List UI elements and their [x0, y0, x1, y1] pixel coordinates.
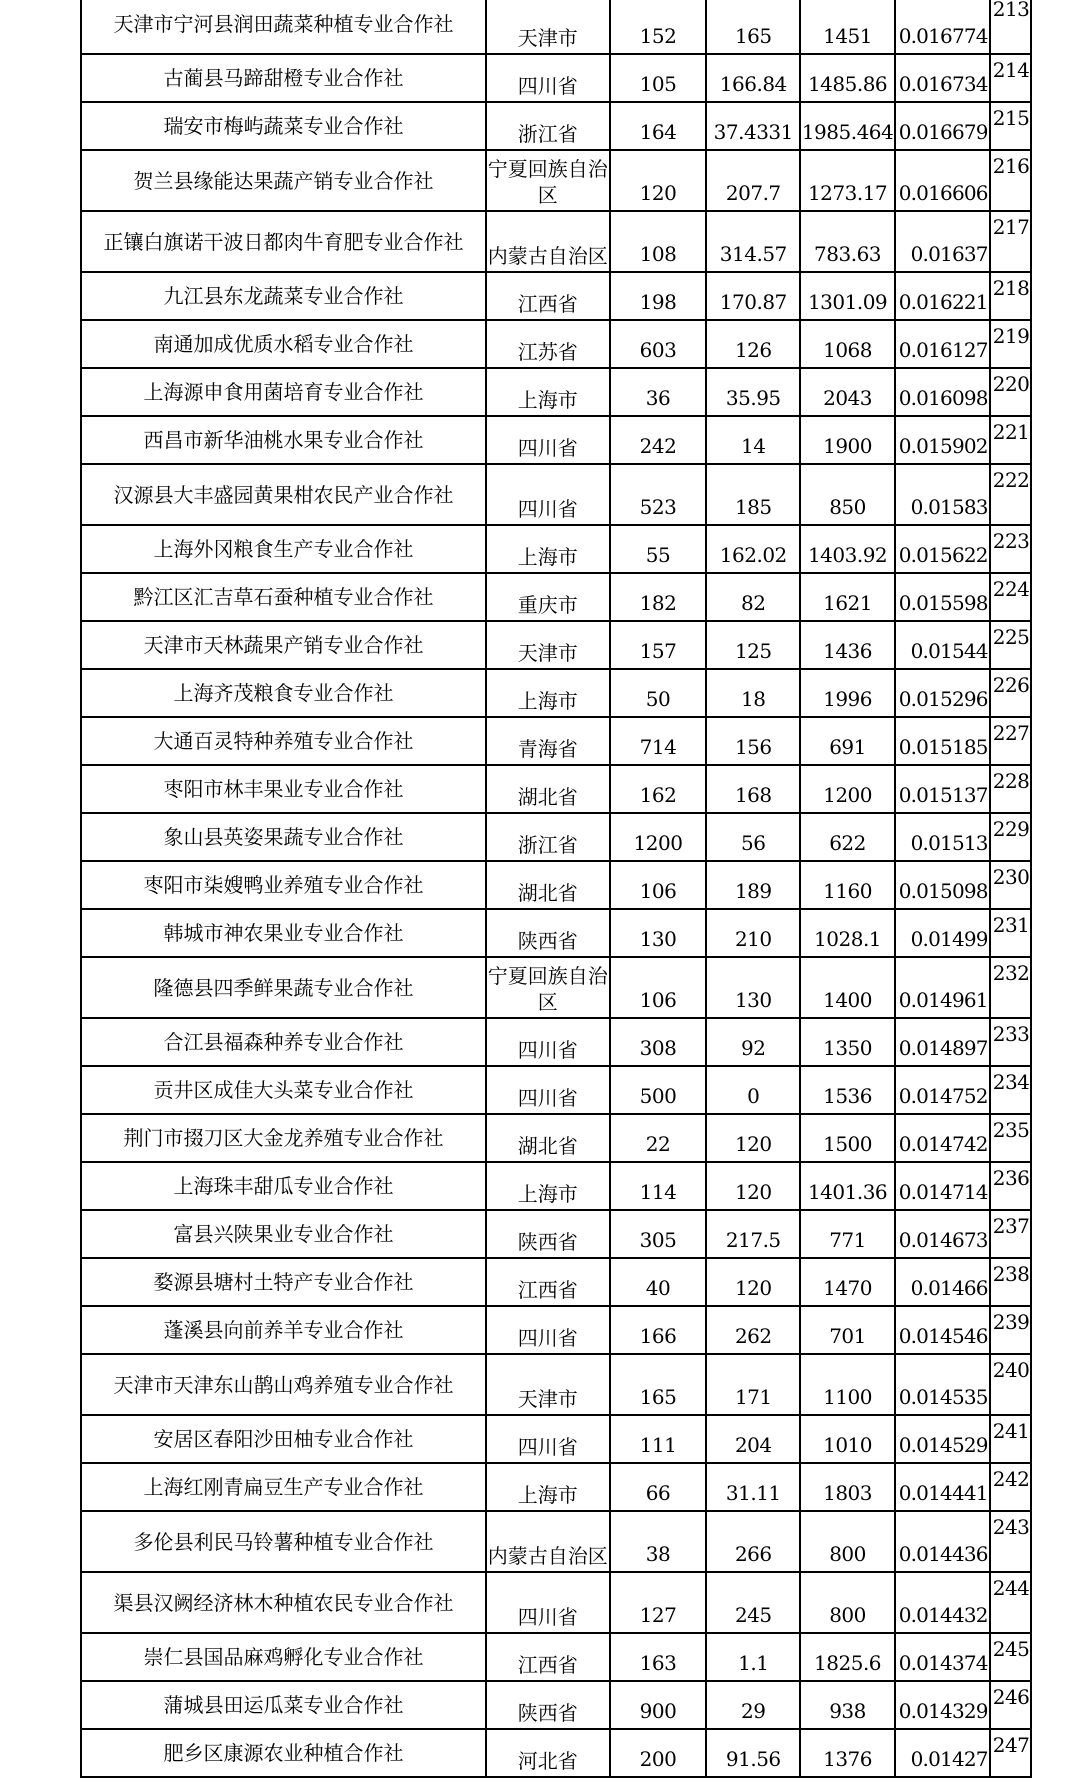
score-cell: 0.014673: [895, 1210, 990, 1258]
table-row: [81, 1681, 1031, 1729]
cooperative-name-cell: 隆德县四季鲜果蔬专业合作社: [81, 957, 486, 1018]
value-a-cell: 127: [610, 1572, 707, 1633]
value-a-cell: 308: [610, 1018, 707, 1066]
table-row: [81, 416, 1031, 464]
value-b-cell: 156: [706, 717, 800, 765]
value-a-cell: 111: [610, 1415, 707, 1463]
value-b-cell: 31.11: [706, 1463, 800, 1511]
value-b-cell: 126: [706, 320, 800, 368]
province-cell: 宁夏回族自治区: [486, 150, 610, 211]
cooperative-name-cell: 古蔺县马蹄甜橙专业合作社: [81, 54, 486, 102]
score-cell: 0.016221: [895, 272, 990, 320]
cooperative-name-cell: 瑞安市梅屿蔬菜专业合作社: [81, 102, 486, 150]
score-cell: 0.01466: [895, 1258, 990, 1306]
table-row: [81, 1729, 1031, 1777]
value-c-cell: 1470: [800, 1258, 895, 1306]
value-a-cell: 130: [610, 909, 707, 957]
value-a-cell: 120: [610, 150, 707, 211]
value-c-cell: 938: [800, 1681, 895, 1729]
province-cell: 浙江省: [486, 813, 610, 861]
cooperative-name-cell: 贡井区成佳大头菜专业合作社: [81, 1066, 486, 1114]
table-row: [81, 1018, 1031, 1066]
province-cell: 上海市: [486, 669, 610, 717]
table-row: [81, 957, 1031, 1018]
score-cell: 0.015598: [895, 573, 990, 621]
cooperative-name-cell: 韩城市神农果业专业合作社: [81, 909, 486, 957]
province-cell: 湖北省: [486, 861, 610, 909]
value-b-cell: 120: [706, 1114, 800, 1162]
score-cell: 0.014436: [895, 1511, 990, 1572]
province-cell: 陕西省: [486, 909, 610, 957]
value-a-cell: 152: [610, 0, 707, 54]
province-cell: 浙江省: [486, 102, 610, 150]
score-cell: 0.015185: [895, 717, 990, 765]
cooperative-name-cell: 南通加成优质水稻专业合作社: [81, 320, 486, 368]
table-row: [81, 1511, 1031, 1572]
value-a-cell: 200: [610, 1729, 707, 1777]
province-cell: 上海市: [486, 1463, 610, 1511]
cooperative-name-cell: 蓬溪县向前养羊专业合作社: [81, 1306, 486, 1354]
cooperative-name-cell: 荆门市掇刀区大金龙养殖专业合作社: [81, 1114, 486, 1162]
score-cell: 0.015902: [895, 416, 990, 464]
value-b-cell: 125: [706, 621, 800, 669]
cooperative-name-cell: 正镶白旗诺干波日都肉牛育肥专业合作社: [81, 211, 486, 272]
cooperative-name-cell: 多伦县利民马铃薯种植专业合作社: [81, 1511, 486, 1572]
value-a-cell: 900: [610, 1681, 707, 1729]
value-b-cell: 266: [706, 1511, 800, 1572]
province-cell: 四川省: [486, 1306, 610, 1354]
cooperative-name-cell: 蒲城县田运瓜菜专业合作社: [81, 1681, 486, 1729]
value-a-cell: 165: [610, 1354, 707, 1415]
value-c-cell: 1500: [800, 1114, 895, 1162]
province-cell: 四川省: [486, 416, 610, 464]
value-c-cell: 1160: [800, 861, 895, 909]
value-a-cell: 114: [610, 1162, 707, 1210]
table-row: [81, 272, 1031, 320]
table-body: [81, 0, 1031, 1777]
value-c-cell: 1100: [800, 1354, 895, 1415]
value-a-cell: 162: [610, 765, 707, 813]
score-cell: 0.015137: [895, 765, 990, 813]
value-c-cell: 1436: [800, 621, 895, 669]
value-a-cell: 108: [610, 211, 707, 272]
cooperative-name-cell: 崇仁县国品麻鸡孵化专业合作社: [81, 1633, 486, 1681]
province-cell: 四川省: [486, 1415, 610, 1463]
value-a-cell: 603: [610, 320, 707, 368]
value-b-cell: 207.7: [706, 150, 800, 211]
score-cell: 0.016127: [895, 320, 990, 368]
score-cell: 0.016606: [895, 150, 990, 211]
table-row: [81, 1114, 1031, 1162]
value-a-cell: 40: [610, 1258, 707, 1306]
rank-cell: 237: [990, 1210, 1031, 1258]
province-cell: 四川省: [486, 54, 610, 102]
province-cell: 四川省: [486, 1066, 610, 1114]
value-b-cell: 210: [706, 909, 800, 957]
value-b-cell: 130: [706, 957, 800, 1018]
rank-cell: 240: [990, 1354, 1031, 1415]
rank-cell: 220: [990, 368, 1031, 416]
value-c-cell: 622: [800, 813, 895, 861]
rank-cell: 217: [990, 211, 1031, 272]
score-cell: 0.016679: [895, 102, 990, 150]
value-c-cell: 1451: [800, 0, 895, 54]
value-a-cell: 714: [610, 717, 707, 765]
value-c-cell: 1350: [800, 1018, 895, 1066]
cooperative-name-cell: 黔江区汇吉草石蚕种植专业合作社: [81, 573, 486, 621]
rank-cell: 219: [990, 320, 1031, 368]
table-row: [81, 573, 1031, 621]
table-row: [81, 621, 1031, 669]
value-a-cell: 66: [610, 1463, 707, 1511]
value-a-cell: 523: [610, 464, 707, 525]
value-b-cell: 92: [706, 1018, 800, 1066]
cooperative-name-cell: 肥乡区康源农业种植合作社: [81, 1729, 486, 1777]
value-a-cell: 1200: [610, 813, 707, 861]
province-cell: 内蒙古自治区: [486, 211, 610, 272]
table-row: [81, 909, 1031, 957]
score-cell: 0.01499: [895, 909, 990, 957]
score-cell: 0.014961: [895, 957, 990, 1018]
value-c-cell: 1400: [800, 957, 895, 1018]
rank-cell: 245: [990, 1633, 1031, 1681]
province-cell: 青海省: [486, 717, 610, 765]
value-b-cell: 0: [706, 1066, 800, 1114]
value-a-cell: 305: [610, 1210, 707, 1258]
value-a-cell: 198: [610, 272, 707, 320]
value-c-cell: 2043: [800, 368, 895, 416]
score-cell: 0.01637: [895, 211, 990, 272]
cooperative-name-cell: 天津市天津东山鹊山鸡养殖专业合作社: [81, 1354, 486, 1415]
rank-cell: 215: [990, 102, 1031, 150]
table-row: [81, 717, 1031, 765]
value-c-cell: 1301.09: [800, 272, 895, 320]
rank-cell: 221: [990, 416, 1031, 464]
cooperative-name-cell: 上海源申食用菌培育专业合作社: [81, 368, 486, 416]
rank-cell: 236: [990, 1162, 1031, 1210]
cooperative-name-cell: 九江县东龙蔬菜专业合作社: [81, 272, 486, 320]
value-b-cell: 171: [706, 1354, 800, 1415]
table-row: [81, 1633, 1031, 1681]
value-c-cell: 800: [800, 1511, 895, 1572]
value-b-cell: 120: [706, 1162, 800, 1210]
value-a-cell: 106: [610, 957, 707, 1018]
province-cell: 天津市: [486, 1354, 610, 1415]
value-b-cell: 162.02: [706, 525, 800, 573]
rank-cell: 227: [990, 717, 1031, 765]
province-cell: 湖北省: [486, 1114, 610, 1162]
score-cell: 0.014535: [895, 1354, 990, 1415]
cooperative-name-cell: 渠县汉阙经济林木种植农民专业合作社: [81, 1572, 486, 1633]
score-cell: 0.014752: [895, 1066, 990, 1114]
score-cell: 0.015622: [895, 525, 990, 573]
rank-cell: 241: [990, 1415, 1031, 1463]
score-cell: 0.016734: [895, 54, 990, 102]
score-cell: 0.014714: [895, 1162, 990, 1210]
rank-cell: 247: [990, 1729, 1031, 1777]
table-row: [81, 0, 1031, 54]
table-row: [81, 1572, 1031, 1633]
table-row: [81, 861, 1031, 909]
value-c-cell: 783.63: [800, 211, 895, 272]
rank-cell: 214: [990, 54, 1031, 102]
province-cell: 上海市: [486, 368, 610, 416]
table-row: [81, 1354, 1031, 1415]
cooperative-name-cell: 汉源县大丰盛园黄果柑农民产业合作社: [81, 464, 486, 525]
value-c-cell: 1803: [800, 1463, 895, 1511]
value-c-cell: 1273.17: [800, 150, 895, 211]
score-cell: 0.014897: [895, 1018, 990, 1066]
cooperative-name-cell: 上海齐茂粮食专业合作社: [81, 669, 486, 717]
province-cell: 上海市: [486, 1162, 610, 1210]
score-cell: 0.014742: [895, 1114, 990, 1162]
score-cell: 0.015296: [895, 669, 990, 717]
score-cell: 0.014529: [895, 1415, 990, 1463]
score-cell: 0.01513: [895, 813, 990, 861]
table-row: [81, 211, 1031, 272]
cooperative-name-cell: 西昌市新华油桃水果专业合作社: [81, 416, 486, 464]
value-b-cell: 1.1: [706, 1633, 800, 1681]
rank-cell: 223: [990, 525, 1031, 573]
cooperative-name-cell: 婺源县塘村土特产专业合作社: [81, 1258, 486, 1306]
province-cell: 天津市: [486, 0, 610, 54]
rank-cell: 242: [990, 1463, 1031, 1511]
rank-cell: 213: [990, 0, 1031, 54]
rank-cell: 226: [990, 669, 1031, 717]
province-cell: 上海市: [486, 525, 610, 573]
value-a-cell: 105: [610, 54, 707, 102]
table-row: [81, 320, 1031, 368]
value-a-cell: 166: [610, 1306, 707, 1354]
value-c-cell: 850: [800, 464, 895, 525]
score-cell: 0.014432: [895, 1572, 990, 1633]
value-c-cell: 1401.36: [800, 1162, 895, 1210]
value-a-cell: 242: [610, 416, 707, 464]
value-a-cell: 50: [610, 669, 707, 717]
rank-cell: 224: [990, 573, 1031, 621]
cooperative-name-cell: 安居区春阳沙田柚专业合作社: [81, 1415, 486, 1463]
province-cell: 内蒙古自治区: [486, 1511, 610, 1572]
value-c-cell: 1825.6: [800, 1633, 895, 1681]
score-cell: 0.016774: [895, 0, 990, 54]
province-cell: 四川省: [486, 1572, 610, 1633]
province-cell: 江西省: [486, 272, 610, 320]
rank-cell: 238: [990, 1258, 1031, 1306]
value-a-cell: 106: [610, 861, 707, 909]
rank-cell: 218: [990, 272, 1031, 320]
table-row: [81, 1258, 1031, 1306]
rank-cell: 232: [990, 957, 1031, 1018]
value-c-cell: 1376: [800, 1729, 895, 1777]
province-cell: 湖北省: [486, 765, 610, 813]
value-b-cell: 262: [706, 1306, 800, 1354]
value-c-cell: 1996: [800, 669, 895, 717]
rank-cell: 246: [990, 1681, 1031, 1729]
cooperative-name-cell: 大通百灵特种养殖专业合作社: [81, 717, 486, 765]
cooperative-name-cell: 枣阳市林丰果业专业合作社: [81, 765, 486, 813]
rank-cell: 234: [990, 1066, 1031, 1114]
province-cell: 江苏省: [486, 320, 610, 368]
table-row: [81, 150, 1031, 211]
value-b-cell: 217.5: [706, 1210, 800, 1258]
value-c-cell: 1068: [800, 320, 895, 368]
cooperative-name-cell: 枣阳市柒嫂鸭业养殖专业合作社: [81, 861, 486, 909]
value-b-cell: 91.56: [706, 1729, 800, 1777]
table-row: [81, 102, 1031, 150]
value-c-cell: 1985.464: [800, 102, 895, 150]
value-b-cell: 166.84: [706, 54, 800, 102]
value-b-cell: 189: [706, 861, 800, 909]
cooperative-name-cell: 富县兴陕果业专业合作社: [81, 1210, 486, 1258]
rank-cell: 239: [990, 1306, 1031, 1354]
value-b-cell: 120: [706, 1258, 800, 1306]
table-row: [81, 1463, 1031, 1511]
value-c-cell: 1403.92: [800, 525, 895, 573]
cooperative-name-cell: 天津市天林蔬果产销专业合作社: [81, 621, 486, 669]
province-cell: 江西省: [486, 1258, 610, 1306]
score-cell: 0.014329: [895, 1681, 990, 1729]
value-a-cell: 164: [610, 102, 707, 150]
province-cell: 河北省: [486, 1729, 610, 1777]
rank-cell: 233: [990, 1018, 1031, 1066]
table-row: [81, 368, 1031, 416]
score-cell: 0.01427: [895, 1729, 990, 1777]
rank-cell: 235: [990, 1114, 1031, 1162]
rank-cell: 216: [990, 150, 1031, 211]
value-b-cell: 18: [706, 669, 800, 717]
value-b-cell: 204: [706, 1415, 800, 1463]
value-a-cell: 36: [610, 368, 707, 416]
value-b-cell: 37.4331: [706, 102, 800, 150]
table-row: [81, 464, 1031, 525]
cooperative-name-cell: 上海外冈粮食生产专业合作社: [81, 525, 486, 573]
rank-cell: 225: [990, 621, 1031, 669]
score-cell: 0.01544: [895, 621, 990, 669]
rank-cell: 230: [990, 861, 1031, 909]
value-a-cell: 500: [610, 1066, 707, 1114]
rank-cell: 228: [990, 765, 1031, 813]
value-c-cell: 1900: [800, 416, 895, 464]
province-cell: 四川省: [486, 1018, 610, 1066]
table-row: [81, 525, 1031, 573]
value-a-cell: 182: [610, 573, 707, 621]
cooperative-name-cell: 天津市宁河县润田蔬菜种植专业合作社: [81, 0, 486, 54]
value-b-cell: 170.87: [706, 272, 800, 320]
rank-cell: 229: [990, 813, 1031, 861]
value-c-cell: 1010: [800, 1415, 895, 1463]
table-row: [81, 765, 1031, 813]
rank-cell: 231: [990, 909, 1031, 957]
value-c-cell: 701: [800, 1306, 895, 1354]
value-a-cell: 38: [610, 1511, 707, 1572]
table-row: [81, 813, 1031, 861]
province-cell: 陕西省: [486, 1681, 610, 1729]
value-c-cell: 691: [800, 717, 895, 765]
value-b-cell: 245: [706, 1572, 800, 1633]
province-cell: 天津市: [486, 621, 610, 669]
value-a-cell: 157: [610, 621, 707, 669]
table-row: [81, 1306, 1031, 1354]
value-c-cell: 1485.86: [800, 54, 895, 102]
value-c-cell: 1621: [800, 573, 895, 621]
value-b-cell: 82: [706, 573, 800, 621]
cooperative-name-cell: 贺兰县缘能达果蔬产销专业合作社: [81, 150, 486, 211]
value-a-cell: 22: [610, 1114, 707, 1162]
score-cell: 0.015098: [895, 861, 990, 909]
table-row: [81, 1210, 1031, 1258]
score-cell: 0.016098: [895, 368, 990, 416]
cooperative-name-cell: 象山县英姿果蔬专业合作社: [81, 813, 486, 861]
score-cell: 0.014441: [895, 1463, 990, 1511]
value-c-cell: 1536: [800, 1066, 895, 1114]
value-b-cell: 185: [706, 464, 800, 525]
value-b-cell: 314.57: [706, 211, 800, 272]
province-cell: 重庆市: [486, 573, 610, 621]
value-c-cell: 1028.1: [800, 909, 895, 957]
table-row: [81, 1162, 1031, 1210]
province-cell: 陕西省: [486, 1210, 610, 1258]
value-c-cell: 1200: [800, 765, 895, 813]
score-cell: 0.014546: [895, 1306, 990, 1354]
value-c-cell: 771: [800, 1210, 895, 1258]
rank-cell: 222: [990, 464, 1031, 525]
value-a-cell: 163: [610, 1633, 707, 1681]
rank-cell: 244: [990, 1572, 1031, 1633]
province-cell: 四川省: [486, 464, 610, 525]
cooperative-name-cell: 上海红刚青扁豆生产专业合作社: [81, 1463, 486, 1511]
cooperative-name-cell: 合江县福森种养专业合作社: [81, 1018, 486, 1066]
score-cell: 0.01583: [895, 464, 990, 525]
cooperative-ranking-table: [80, 0, 1032, 1778]
score-cell: 0.014374: [895, 1633, 990, 1681]
table-row: [81, 54, 1031, 102]
value-b-cell: 35.95: [706, 368, 800, 416]
value-b-cell: 168: [706, 765, 800, 813]
value-b-cell: 56: [706, 813, 800, 861]
province-cell: 宁夏回族自治区: [486, 957, 610, 1018]
rank-cell: 243: [990, 1511, 1031, 1572]
value-b-cell: 14: [706, 416, 800, 464]
cooperative-name-cell: 上海珠丰甜瓜专业合作社: [81, 1162, 486, 1210]
value-c-cell: 800: [800, 1572, 895, 1633]
table-row: [81, 1415, 1031, 1463]
value-a-cell: 55: [610, 525, 707, 573]
province-cell: 江西省: [486, 1633, 610, 1681]
value-b-cell: 29: [706, 1681, 800, 1729]
table-row: [81, 669, 1031, 717]
value-b-cell: 165: [706, 0, 800, 54]
table-row: [81, 1066, 1031, 1114]
